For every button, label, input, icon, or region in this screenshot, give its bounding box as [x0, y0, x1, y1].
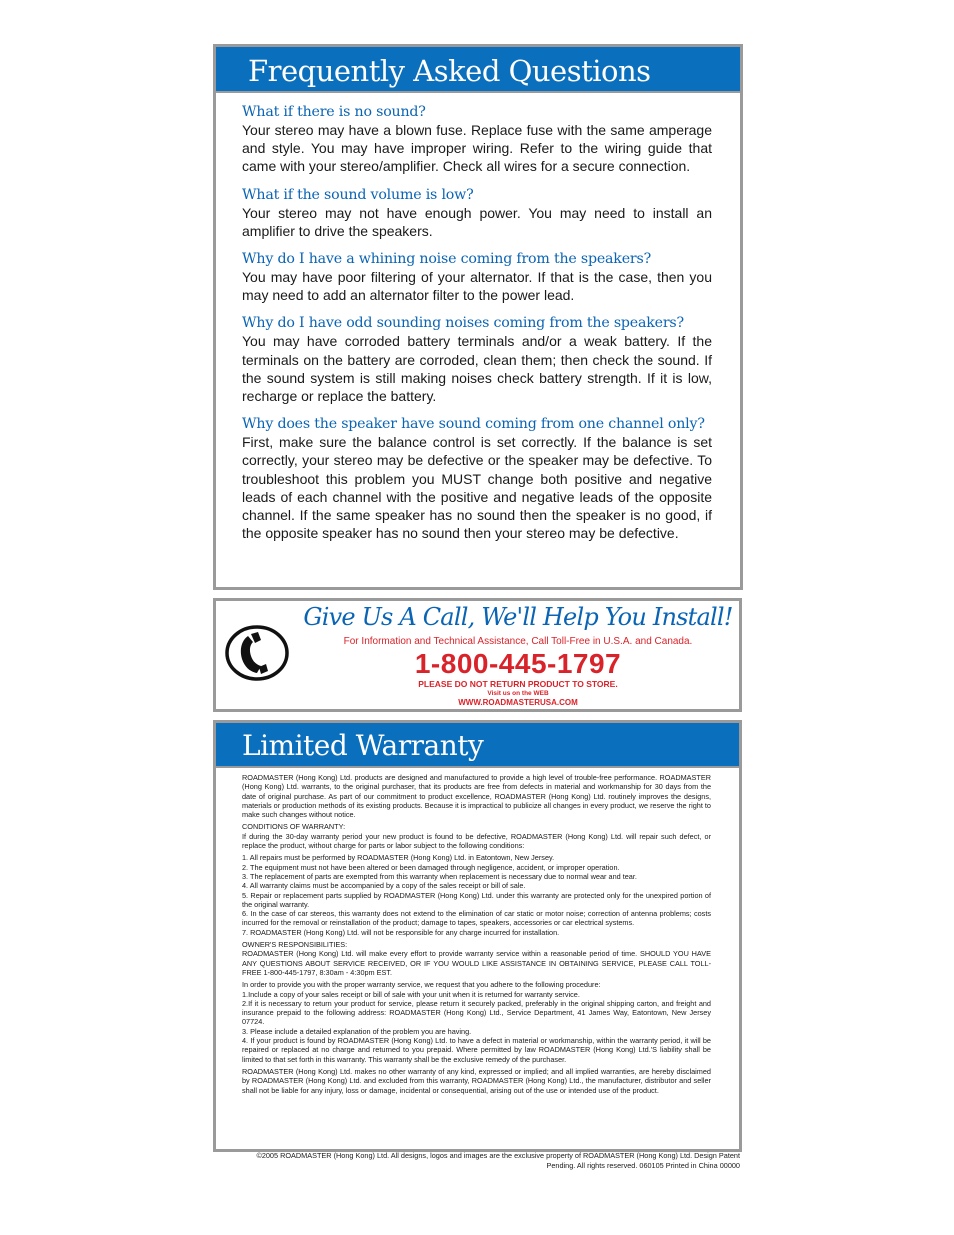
faq-question: What if there is no sound? [242, 104, 426, 120]
call-subtitle: For Information and Technical Assistance, Call Toll-Free in U.S.A. and Canada. [343, 636, 693, 647]
visit-label: Visit us on the WEB [487, 690, 549, 697]
procedure-item: 3. Please include a detailed explanation of the problem you are having. [242, 1026, 472, 1036]
condition-item: 6. In the case of car stereos, this warranty does not extend to the elimination of car static or motor noise; correction of antenna problems; costs incurred for the removal or reinstallation of the product; damage to tapes, speakers, accessories or car electrical systems. [242, 909, 711, 928]
faq-answer: Your stereo may not have enough power. You may need to install an amplifier to drive the speakers. [242, 204, 712, 239]
condition-item: 1. All repairs must be performed by ROADMASTER (Hong Kong) Ltd. in Eatontown, New Jersey. [242, 853, 555, 863]
warranty-content [216, 768, 739, 1095]
faq-question: What if the sound volume is low? [242, 186, 474, 203]
condition-item: 4. All warranty claims must be accompanied by a copy of the sales receipt or bill of sale. [242, 881, 526, 891]
procedure-item: 4. If your product is found by ROADMASTER (Hong Kong) Ltd. to have a defect in material or workmanship, within the warranty period, it will be repaired or replaced at no charge and returned to you prepaid. Where permitted by law ROADMASTER (Hong Kong) Ltd.'S liability shall be limited to that set forth in this warranty. This warranty shall be the exclusive remedy of the purchaser. [242, 1036, 711, 1064]
faq-question: Why do I have odd sounding noises coming from the speakers? [242, 315, 684, 332]
owner-text: ROADMASTER (Hong Kong) Ltd. will make every effort to provide warranty service within a reasonable period of time. SHOULD YOU HAVE ANY QUESTIONS ABOUT SERVICE RECEIVED, OR IF YOU WOULD LIKE ASSISTANCE IN OBTAINING SERVICE, PLEASE CALL TOLL-FREE 1-800-445-1797, 8:30am - 4:30pm EST. [242, 949, 711, 977]
copyright-footer [213, 1151, 740, 1170]
website-link[interactable]: WWW.ROADMASTERUSA.COM [458, 698, 578, 707]
conditions-intro: If during the 30-day warranty period your new product is found to be defective, ROADMASTER (Hong Kong) Ltd. will repair such defect, or replace the product, without charge for parts or labor subject to the following conditions: [242, 831, 711, 851]
faq-answer: Your stereo may have a blown fuse. Replace fuse with the same amperage and style. You may have improper wiring. Refer to the wiring guide that came with your stereo/amplifier. Check all wires for a secure connection. [242, 122, 712, 175]
conditions-heading: CONDITIONS OF WARRANTY: [242, 822, 346, 832]
faq-answer: You may have corroded battery terminals and/or a weak battery. If the terminals on the battery are corroded, clean them; then check the sound. If the sound system is still making noises check battery strength. If it is low, recharge or replace the battery. [242, 333, 712, 405]
warranty-title: Limited Warranty [216, 723, 739, 768]
faq-question: Why do I have a whining noise coming from the speakers? [242, 251, 651, 268]
call-title: Give Us A Call, We'll Help You Install! [303, 603, 733, 631]
warranty-intro: ROADMASTER (Hong Kong) Ltd. products are designed and manufactured to provide a high level of trouble-free performance. ROADMASTER (Hong Kong) Ltd. warrants, to the original purchaser, that its products are free from defects in material and workmanship for 30 days from the date of original purchase. As part of our commitment to product excellence, ROADMASTER (Hong Kong) Ltd. routinely improves the designs, materials or production methods of its existing products. Because it is impractical to publicize all changes in every product, we reserve the right to make such changes without notice. [242, 773, 711, 820]
faq-title: Frequently Asked Questions [216, 47, 740, 93]
call-section [213, 598, 742, 712]
footer-line: ©2005 ROADMASTER (Hong Kong) Ltd. All designs, logos and images are the exclusive property of ROADMASTER (Hong Kong) Ltd. Design Patent [256, 1151, 740, 1160]
footer-line: Pending. All rights reserved. 060105 Printed in China 00000 [546, 1160, 740, 1170]
condition-item: 3. The replacement of parts are exempted from this warranty when replacement is necessary due to normal wear and tear. [242, 871, 637, 881]
condition-item: 5. Repair or replacement parts supplied by ROADMASTER (Hong Kong) Ltd. under this warranty are protected only for the unexpired portion of the original warranty. [242, 890, 711, 909]
faq-answer: First, make sure the balance control is set correctly. If the balance is set correctly, your stereo may be defective or the speaker may be defective. To troubleshoot this problem you MUST change both positive and negative leads of each channel with the positive and negative leads of the opposite channel. If the same speaker has no sound then the speaker is no good, if the opposite speaker has no sound then your stereo may be defective. [242, 434, 712, 542]
faq-section [213, 44, 743, 590]
faq-question: Why does the speaker have sound coming from one channel only? [242, 416, 705, 433]
procedure-item: 1.Include a copy of your sales receipt or bill of sale with your unit when it is returned for warranty service. [242, 989, 580, 999]
condition-item: 7. ROADMASTER (Hong Kong) Ltd. will not be responsible for any charge incurred for installation. [242, 927, 560, 937]
faq-answer: You may have poor filtering of your alternator. If that is the case, then you may need to add an alternator filter to the power lead. [242, 269, 712, 304]
phone-number[interactable]: 1-800-445-1797 [414, 648, 622, 679]
phone-icon [224, 623, 290, 683]
condition-item: 2. The equipment must not have been altered or been damaged through negligence, accident, or improper operation. [242, 862, 620, 872]
procedure-intro: In order to provide you with the proper warranty service, we request that you adhere to the following procedure: [242, 980, 601, 990]
warranty-section [213, 720, 742, 1152]
owner-heading: OWNER'S RESPONSIBILITIES: [242, 940, 348, 950]
faq-content [216, 93, 740, 542]
warranty-closing: ROADMASTER (Hong Kong) Ltd. makes no other warranty of any kind, expressed or implied; and all implied warranties, are hereby disclaimed by ROADMASTER (Hong Kong) Ltd. and excluded from this warranty, ROADMASTER (Hong Kong) Ltd., the manufacturer, distributor and seller shall not be liable for any injury, loss or damage, incidental or consequential, arising out of the use or intended use of the product. [242, 1066, 711, 1095]
procedure-item: 2.If it is necessary to return your product for service, please return it securely packed, preferably in the original shipping carton, and freight and insurance prepaid to the following address: ROADMASTER (Hong Kong) Ltd., Service Department, 41 James Way, Eatontown, New Jersey 07724. [242, 998, 711, 1027]
return-note: PLEASE DO NOT RETURN PRODUCT TO STORE. [418, 679, 618, 689]
